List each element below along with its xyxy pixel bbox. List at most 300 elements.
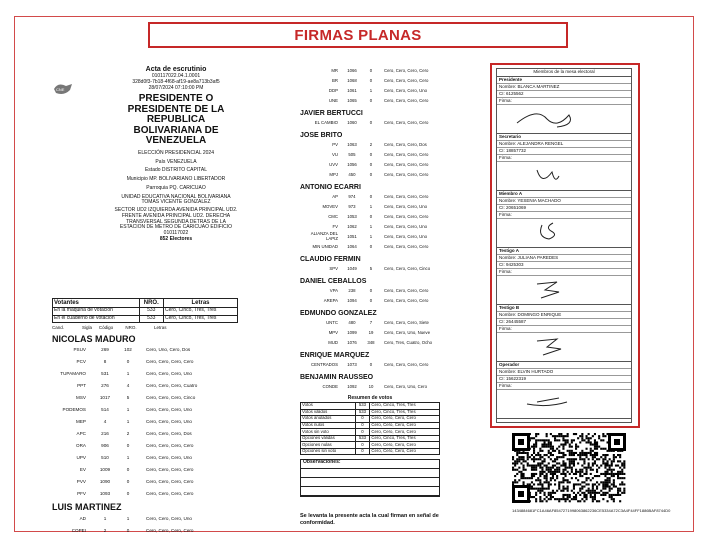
party-letras: Cero, Cero, Cero, Cero bbox=[384, 297, 429, 303]
party-letras: Cero, Cero, Cero, Cero bbox=[384, 193, 429, 199]
party-votes: 0 bbox=[369, 297, 373, 303]
party-sigla: CMC bbox=[328, 213, 338, 219]
qr-code-image bbox=[512, 433, 626, 503]
party-row bbox=[300, 96, 440, 106]
party-row bbox=[300, 318, 440, 328]
party-votes: 0 bbox=[369, 67, 373, 73]
votantes-row-label: En el cuaderno de votación bbox=[53, 315, 140, 323]
member-role: Operador bbox=[497, 362, 631, 369]
party-row bbox=[300, 86, 440, 96]
resumen-nro: 533 bbox=[355, 403, 370, 410]
signature-image bbox=[497, 333, 633, 359]
party-votes: 7 bbox=[369, 319, 373, 325]
party-letras: Cero, Cero, Cero, Cero bbox=[384, 97, 429, 103]
party-sigla: MEP bbox=[76, 419, 86, 425]
party-code: 1051 bbox=[347, 233, 357, 239]
page-title: FIRMAS PLANAS bbox=[294, 26, 422, 44]
party-sigla: MSV bbox=[76, 395, 86, 401]
party-sigla: SPV bbox=[329, 265, 338, 271]
party-row bbox=[300, 76, 440, 86]
closing-text: Se levanta la presente acta la cual firman en señal de conformidad. bbox=[300, 513, 439, 526]
member-firma: Firma: bbox=[497, 212, 631, 219]
party-row bbox=[300, 264, 440, 274]
party-letras: Cero, Cero, Cero, Cero bbox=[384, 243, 429, 249]
candidate-name-brito: JOSE BRITO bbox=[300, 132, 343, 140]
resumen-letras: Cero, Cero, Cero, Cero bbox=[370, 448, 440, 455]
party-letras: Cero, Cero, Cero, Cero bbox=[384, 213, 429, 219]
party-votes: 4 bbox=[126, 383, 130, 389]
party-letras: Cero, Cero, Cero, Cero bbox=[384, 67, 429, 73]
martinez-party-list bbox=[52, 512, 238, 536]
party-code: 1092 bbox=[347, 383, 357, 389]
party-sigla: UNE bbox=[328, 97, 338, 103]
party-votes: 0 bbox=[126, 527, 130, 533]
col-letras: Letras bbox=[154, 325, 167, 331]
party-sigla: MPJ bbox=[329, 171, 338, 177]
signature-image bbox=[497, 162, 633, 188]
member-role: Miembro A bbox=[497, 191, 631, 198]
party-row bbox=[300, 242, 440, 252]
mesa-member bbox=[497, 248, 631, 305]
party-letras: Cero, Cero, Cero, Uno bbox=[146, 515, 192, 521]
party-code: 1076 bbox=[347, 339, 357, 345]
party-votes: 1 bbox=[126, 419, 130, 425]
candidate-name-gonzalez: EDMUNDO GONZALEZ bbox=[300, 310, 377, 318]
party-code: 1099 bbox=[347, 329, 357, 335]
party-votes: 0 bbox=[126, 359, 130, 365]
cne-logo bbox=[52, 82, 74, 96]
party-letras: Cero, Cero, Cero, Cero bbox=[146, 467, 194, 473]
votantes-row-letras: Cero, Cinco, Tres, Tres bbox=[163, 307, 237, 315]
col-codigo: Código bbox=[98, 325, 114, 331]
party-votes: 5 bbox=[369, 265, 373, 271]
votantes-table bbox=[52, 298, 238, 323]
party-sigla: MIN UNIDAD bbox=[312, 243, 338, 249]
member-firma: Firma: bbox=[497, 326, 631, 333]
party-row bbox=[300, 286, 440, 296]
party-code: 1066 bbox=[347, 67, 357, 73]
resumen-label: Votos válidos bbox=[301, 409, 356, 416]
party-code: 1017 bbox=[99, 395, 111, 401]
votantes-row-letras: Cero, Cinco, Tres, Tres bbox=[163, 315, 237, 323]
obs-line bbox=[301, 478, 439, 487]
party-sigla: PPT bbox=[77, 383, 86, 389]
party-sigla: DDP bbox=[328, 87, 338, 93]
party-row bbox=[300, 382, 440, 392]
candidate-name-martinez: LUIS MARTINEZ bbox=[52, 501, 122, 512]
party-code: 1065 bbox=[347, 97, 357, 103]
resumen-nro: 0 bbox=[355, 448, 370, 455]
resumen-letras: Cero, Cero, Cero, Cero bbox=[370, 429, 440, 436]
candidate-name-marquez: ENRIQUE MARQUEZ bbox=[300, 352, 370, 360]
party-votes: 0 bbox=[369, 77, 373, 83]
party-votes: 0 bbox=[369, 213, 373, 219]
party-votes: 0 bbox=[126, 467, 130, 473]
party-code: 531 bbox=[101, 371, 109, 377]
letras-header: Letras bbox=[163, 299, 237, 308]
col-cand: Cand. bbox=[52, 325, 65, 331]
party-code: 269 bbox=[101, 347, 109, 353]
party-sigla: AP bbox=[332, 193, 338, 199]
party-letras: Cero, Cero, Cero, Cero bbox=[384, 119, 429, 125]
party-code: 1064 bbox=[347, 243, 357, 249]
electors-count: 852 Electores bbox=[159, 235, 193, 242]
party-row bbox=[52, 404, 238, 416]
votantes-header: Votantes bbox=[53, 299, 140, 308]
party-votes: 102 bbox=[124, 347, 132, 353]
resumen-nro: 0 bbox=[355, 416, 370, 423]
party-votes: 1 bbox=[126, 515, 130, 521]
party-sigla: PV bbox=[332, 141, 338, 147]
party-code: 4 bbox=[103, 419, 107, 425]
party-letras: Cero, Cero, Cero, Uno bbox=[384, 233, 427, 239]
party-row bbox=[300, 66, 440, 76]
party-code: 1009 bbox=[99, 467, 111, 473]
party-code: 1049 bbox=[347, 265, 357, 271]
party-letras: Cero, Cero, Cero, Cero bbox=[384, 361, 429, 367]
party-letras: Cero, Cero, Cero, Cuatro bbox=[146, 383, 198, 389]
party-code: 450 bbox=[348, 171, 356, 177]
party-sigla: UPV bbox=[76, 455, 86, 461]
col-nro: NRO. bbox=[125, 325, 137, 331]
party-sigla: MUD bbox=[328, 339, 338, 345]
party-votes: 5 bbox=[126, 395, 130, 401]
resumen-table bbox=[300, 402, 440, 455]
member-firma: Firma: bbox=[497, 269, 631, 276]
observaciones-box bbox=[300, 459, 440, 497]
party-votes: 1 bbox=[369, 203, 373, 209]
center-code: 010117022 bbox=[163, 230, 189, 237]
party-code: 1094 bbox=[347, 297, 357, 303]
top-party-list bbox=[300, 66, 440, 106]
resumen-letras: Cero, Cinco, Tres, Tres bbox=[370, 409, 440, 416]
party-letras: Cero, Cero, Cero, Uno bbox=[146, 455, 192, 461]
member-name: Nombre: ELVIN HURTADO bbox=[497, 369, 631, 376]
member-ci: CI: 15622319 bbox=[497, 376, 631, 383]
member-ci: CI: 18857732 bbox=[497, 148, 631, 155]
signature-image bbox=[497, 390, 633, 416]
party-row bbox=[300, 160, 440, 170]
party-code: 510 bbox=[101, 455, 109, 461]
signature-image bbox=[497, 276, 633, 302]
candidate-name-fermin: CLAUDIO FERMIN bbox=[300, 256, 361, 264]
member-ci: CI: 6125562 bbox=[497, 91, 631, 98]
party-row bbox=[300, 118, 440, 128]
party-code: 1073 bbox=[347, 361, 357, 367]
party-code: 1053 bbox=[347, 213, 357, 219]
acta-code: 010117022.04.1.0001 bbox=[151, 73, 201, 80]
member-role: Secretario bbox=[497, 134, 631, 141]
party-sigla: AD bbox=[79, 515, 86, 521]
party-letras: Cero, Cero, Cero, Cero bbox=[146, 359, 194, 365]
party-row bbox=[300, 150, 440, 160]
party-letras: Cero, Uno, Cero, Dos bbox=[146, 347, 191, 353]
party-votes: 0 bbox=[126, 479, 130, 485]
resumen-label: Opciones sin voto bbox=[301, 448, 356, 455]
municipality: Municipio MP. BOLIVARIANO LIBERTADOR bbox=[126, 176, 226, 183]
resumen-letras: Cero, Cinco, Tres, Tres bbox=[370, 403, 440, 410]
party-row bbox=[52, 392, 238, 404]
party-row bbox=[52, 428, 238, 440]
party-code: 1068 bbox=[347, 77, 357, 83]
party-sigla: UNTC bbox=[326, 319, 338, 325]
party-row bbox=[52, 440, 238, 452]
svg-text:CNE: CNE bbox=[56, 87, 65, 92]
party-row bbox=[52, 452, 238, 464]
party-votes: 348 bbox=[367, 339, 375, 345]
office-title: PRESIDENTE O PRESIDENTE DE LA REPUBLICA BOLIVARIANA DE VENEZUELA bbox=[127, 93, 225, 147]
party-letras: Cero, Cero, Cero, Cero bbox=[384, 171, 429, 177]
party-votes: 1 bbox=[369, 223, 373, 229]
resumen-label: Votos anulados bbox=[301, 416, 356, 423]
resumen-label: Votos nulos bbox=[301, 422, 356, 429]
party-sigla: MR bbox=[331, 67, 338, 73]
resumen-nro: 0 bbox=[355, 422, 370, 429]
member-name: Nombre: BLANCA MARTINEZ bbox=[497, 84, 631, 91]
party-row bbox=[52, 344, 238, 356]
resumen-nro: 533 bbox=[355, 435, 370, 442]
acta-header bbox=[114, 66, 238, 243]
party-code: 216 bbox=[101, 431, 109, 437]
mesa-members-table bbox=[496, 68, 632, 423]
party-votes: 0 bbox=[369, 243, 373, 249]
signature-image bbox=[497, 105, 633, 131]
party-sigla: PCV bbox=[76, 359, 86, 365]
party-row bbox=[52, 488, 238, 500]
party-code: 505 bbox=[348, 151, 356, 157]
parish: Parroquia PQ. CARICUAO bbox=[146, 184, 206, 191]
party-sigla: EL CAMBIO bbox=[314, 119, 338, 125]
party-votes: 0 bbox=[126, 491, 130, 497]
party-row bbox=[300, 192, 440, 202]
party-row bbox=[300, 360, 440, 370]
party-row bbox=[300, 232, 440, 242]
member-firma: Firma: bbox=[497, 155, 631, 162]
party-row bbox=[300, 296, 440, 306]
col-sigla: Sigla bbox=[81, 325, 92, 331]
party-letras: Cero, Cero, Cero, Uno bbox=[384, 87, 427, 93]
party-letras: Cero, Cero, Cero, Siete bbox=[384, 319, 429, 325]
party-code: 2 bbox=[103, 527, 107, 533]
obs-line bbox=[301, 469, 439, 478]
party-votes: 0 bbox=[369, 361, 373, 367]
mesa-member bbox=[497, 134, 631, 191]
member-role: Presidente bbox=[497, 77, 631, 84]
party-letras: Cero, Cero, Cero, Uno bbox=[146, 407, 192, 413]
party-row bbox=[52, 368, 238, 380]
member-name: Nombre: JULIANA PAREDES bbox=[497, 255, 631, 262]
votantes-row-nro: 533 bbox=[139, 307, 163, 315]
qr-hash-text: 1434884681FC1A46AF8547271998063862236CE5334A72C3A4F44FF1886BAF8744D0 bbox=[512, 508, 671, 513]
party-letras: Cero, Cero, Uno, Nueve bbox=[384, 329, 431, 335]
resumen-label: Votos bbox=[301, 403, 356, 410]
acta-hash: 328d0f3-7b18-4f68-af19-ae8a713b3af5 bbox=[132, 78, 220, 85]
party-sigla: TUPAMARO bbox=[60, 371, 86, 377]
party-votes: 1 bbox=[369, 87, 373, 93]
party-code: 906 bbox=[101, 443, 109, 449]
party-sigla: AREPA bbox=[323, 297, 338, 303]
party-row bbox=[300, 328, 440, 338]
party-sigla: CENTRADOS bbox=[311, 361, 338, 367]
party-row bbox=[52, 476, 238, 488]
member-role: Testigo A bbox=[497, 248, 631, 255]
party-code: 1061 bbox=[347, 87, 357, 93]
resumen-label: Opciones nulas bbox=[301, 442, 356, 449]
party-letras: Cero, Cero, Cero, Dos bbox=[146, 431, 192, 437]
party-sigla: COPEI bbox=[71, 527, 86, 533]
party-votes: 1 bbox=[369, 233, 373, 239]
member-ci: CI: 20651069 bbox=[497, 205, 631, 212]
party-votes: 0 bbox=[369, 97, 373, 103]
candidate-name-rausseo: BENJAMIN RAUSSEO bbox=[300, 374, 374, 382]
party-votes: 0 bbox=[126, 443, 130, 449]
resumen-label: Votos sin voto bbox=[301, 429, 356, 436]
party-letras: Cero, Cero, Cero, Cinco bbox=[146, 395, 196, 401]
resumen-letras: Cero, Cero, Cero, Cero bbox=[370, 442, 440, 449]
votantes-row-label: En la máquina de votación bbox=[53, 307, 140, 315]
party-sigla: ORA bbox=[76, 443, 86, 449]
party-sigla: CONDE bbox=[322, 383, 338, 389]
party-votes: 10 bbox=[368, 383, 374, 389]
party-sigla: PFV bbox=[77, 491, 86, 497]
resumen-row bbox=[301, 448, 440, 455]
maduro-party-list bbox=[52, 344, 238, 500]
party-row bbox=[52, 464, 238, 476]
qr-area bbox=[512, 433, 671, 513]
member-firma: Firma: bbox=[497, 98, 631, 105]
party-letras: Cero, Cero, Cero, Cero bbox=[384, 77, 429, 83]
party-letras: Cero, Cero, Cero, Cero bbox=[146, 479, 194, 485]
party-code: 8 bbox=[103, 359, 107, 365]
party-sigla: MPV bbox=[328, 329, 338, 335]
candidate-name-bertucci: JAVIER BERTUCCI bbox=[300, 110, 363, 117]
party-sigla: ALIANZA DEL LAPIZ bbox=[310, 231, 338, 242]
party-votes: 2 bbox=[369, 141, 373, 147]
country: País VENEZUELA bbox=[155, 158, 197, 165]
party-row bbox=[52, 416, 238, 428]
observaciones-label: Observaciones: bbox=[301, 460, 439, 469]
party-code: 1062 bbox=[347, 223, 357, 229]
party-sigla: PSUV bbox=[73, 347, 86, 353]
mesa-member bbox=[497, 191, 631, 248]
party-code: 514 bbox=[101, 407, 109, 413]
acta-heading: Acta de escrutinio bbox=[145, 66, 207, 73]
resumen-letras: Cero, Cero, Cero, Cero bbox=[370, 416, 440, 423]
party-row bbox=[52, 512, 238, 524]
party-letras: Cero, Tres, Cuatro, Ocho bbox=[384, 339, 432, 345]
party-votes: 1 bbox=[126, 371, 130, 377]
party-votes: 0 bbox=[369, 161, 373, 167]
obs-line bbox=[301, 487, 439, 496]
party-votes: 0 bbox=[369, 151, 373, 157]
party-sigla: VPA bbox=[329, 287, 338, 293]
party-row bbox=[52, 356, 238, 368]
party-sigla: FV bbox=[332, 223, 338, 229]
center-address: SECTOR UD2 IZQUIERDA AVENIDA PRINCIPAL UD2. FRENTE AVENIDA PRINCIPAL UD2. DERECHA TRANSVERSAL SEGUNDA DETRAS DE LA ESTACION DE METRO DE CARICUAO EDIFICIO bbox=[114, 207, 238, 231]
party-code: 480 bbox=[348, 319, 356, 325]
party-code: 1090 bbox=[99, 479, 111, 485]
party-code: 1093 bbox=[99, 491, 111, 497]
party-letras: Cero, Cero, Cero, Uno bbox=[384, 203, 427, 209]
acta-column-2 bbox=[300, 66, 440, 526]
acta-date: 28/07/2024 07:10:00 PM bbox=[148, 84, 204, 91]
party-row bbox=[52, 380, 238, 392]
resumen-nro: 0 bbox=[355, 442, 370, 449]
party-votes: 0 bbox=[369, 171, 373, 177]
party-code: 1056 bbox=[347, 161, 357, 167]
nro-header: NRO. bbox=[139, 299, 163, 308]
member-name: Nombre: DOMINGO ENRIQUE bbox=[497, 312, 631, 319]
candidate-list bbox=[300, 110, 440, 392]
signature-image bbox=[497, 219, 633, 245]
resumen-letras: Cero, Cero, Cero, Cero bbox=[370, 422, 440, 429]
candidate-table-header bbox=[52, 325, 238, 330]
mesa-member bbox=[497, 77, 631, 134]
party-sigla: APC bbox=[76, 431, 86, 437]
candidate-name-ecarri: ANTONIO ECARRI bbox=[300, 184, 361, 192]
mesa-title: Miembros de la mesa electoral bbox=[497, 69, 631, 77]
resumen-letras: Cero, Cinco, Tres, Tres bbox=[370, 435, 440, 442]
party-sigla: PVV bbox=[76, 479, 86, 485]
party-code: 1063 bbox=[347, 141, 357, 147]
party-row bbox=[300, 202, 440, 212]
party-letras: Cero, Cero, Cero, Uno bbox=[146, 371, 192, 377]
party-sigla: MOVEV bbox=[322, 203, 338, 209]
party-letras: Cero, Cero, Cero, Cero bbox=[384, 161, 429, 167]
member-name: Nombre: ALEJANDRA RENGEL bbox=[497, 141, 631, 148]
party-row bbox=[300, 170, 440, 180]
resumen-nro: 0 bbox=[355, 429, 370, 436]
party-code: 973 bbox=[348, 203, 356, 209]
party-row bbox=[300, 338, 440, 348]
party-letras: Cero, Cero, Cero, Uno bbox=[146, 419, 192, 425]
party-sigla: BR bbox=[332, 77, 338, 83]
member-name: Nombre: YESENIA MACHADO bbox=[497, 198, 631, 205]
title-box bbox=[148, 22, 568, 48]
resumen-nro: 533 bbox=[355, 409, 370, 416]
party-sigla: PODEMOS bbox=[62, 407, 86, 413]
member-ci: CI: 9425303 bbox=[497, 262, 631, 269]
member-ci: CI: 26445587 bbox=[497, 319, 631, 326]
party-letras: Cero, Cero, Cero, Cero bbox=[146, 491, 194, 497]
mesa-member bbox=[497, 305, 631, 362]
party-letras: Cero, Cero, Uno, Cero bbox=[384, 383, 427, 389]
party-letras: Cero, Cero, Cero, Cero bbox=[146, 527, 194, 533]
mesa-member bbox=[497, 362, 631, 419]
party-votes: 0 bbox=[369, 287, 373, 293]
state: Estado DISTRITO CAPITAL bbox=[144, 167, 208, 174]
party-row bbox=[52, 524, 238, 536]
party-letras: Cero, Cero, Cero, Cero bbox=[146, 443, 194, 449]
party-code: 276 bbox=[101, 383, 109, 389]
candidate-name-ceballos: DANIEL CEBALLOS bbox=[300, 278, 367, 286]
election-name: ELECCIÓN PRESIDENCIAL 2024 bbox=[138, 149, 214, 156]
party-sigla: VU bbox=[332, 151, 338, 157]
party-code: 238 bbox=[348, 287, 356, 293]
party-letras: Cero, Cero, Cero, Cero bbox=[384, 151, 429, 157]
party-letras: Cero, Cero, Cero, Cero bbox=[384, 287, 429, 293]
resumen-label: Opciones válidas bbox=[301, 435, 356, 442]
party-row bbox=[300, 212, 440, 222]
party-votes: 2 bbox=[126, 431, 130, 437]
member-role: Testigo B bbox=[497, 305, 631, 312]
signatures-panel bbox=[490, 63, 640, 428]
candidate-name-maduro: NICOLAS MADURO bbox=[52, 333, 136, 344]
party-votes: 19 bbox=[368, 329, 374, 335]
party-votes: 1 bbox=[126, 455, 130, 461]
party-code: 1060 bbox=[347, 119, 357, 125]
party-code: 974 bbox=[348, 193, 356, 199]
